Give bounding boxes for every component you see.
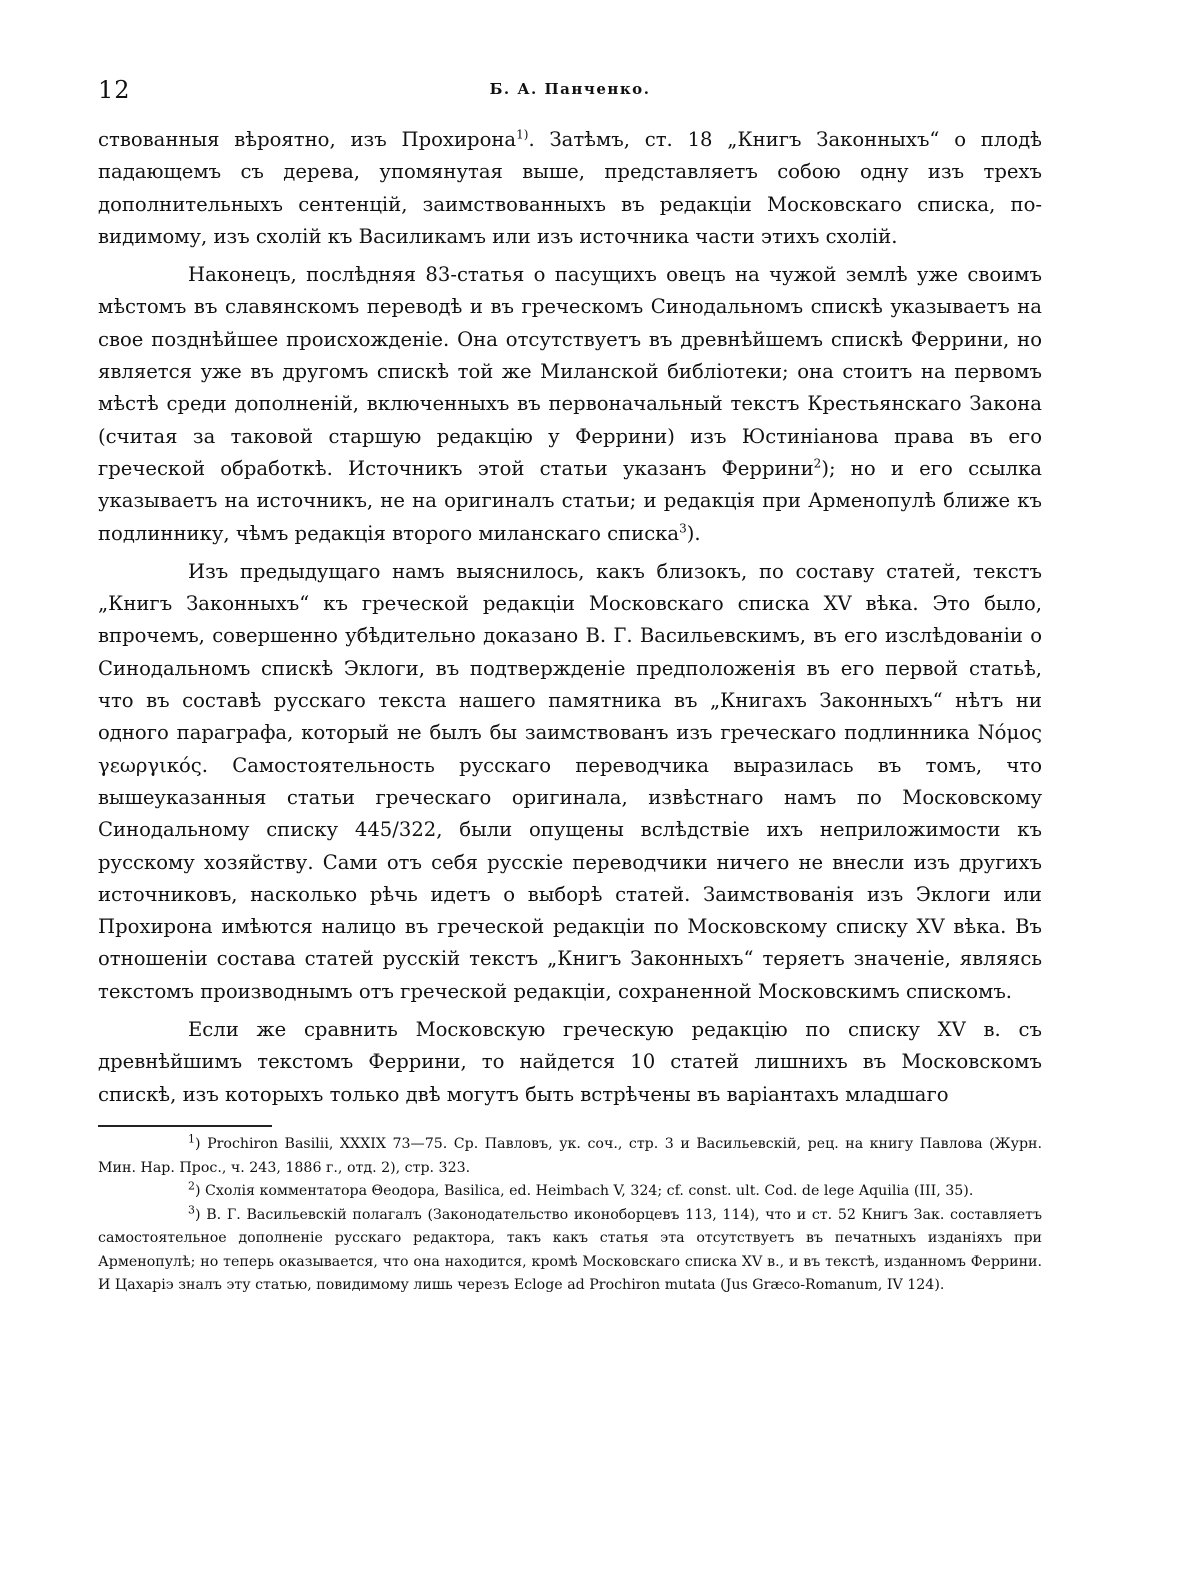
paragraph-1 bbox=[98, 124, 1042, 253]
paragraph-1-text-a: ствованныя вѣроятно, изъ Прохирона bbox=[98, 128, 517, 151]
footnote-1 bbox=[98, 1133, 1042, 1180]
running-head bbox=[98, 60, 1042, 104]
paragraph-1-text-b: . Затѣмъ, ст. 18 „Книгъ Законныхъ“ о плодѣ падающемъ съ дерева, упомянутая выше, представляетъ собою одну изъ трехъ дополнительныхъ сентенцій, заимствованныхъ въ редакціи Московскаго списка, по-видимому, изъ схолій къ Василикамъ или изъ источника части этихъ схолій. bbox=[98, 128, 1042, 248]
footnote-3-mark: 3 bbox=[188, 1202, 195, 1216]
paragraph-4 bbox=[98, 1014, 1042, 1111]
paragraph-2 bbox=[98, 259, 1042, 550]
footnote-2-mark: 2 bbox=[188, 1179, 195, 1193]
footnote-3-text: ) В. Г. Васильевскій полагалъ (Законодательство иконоборцевъ 113, 114), что и ст. 52 Книгъ Зак. составляетъ самостоятельное дополненіе русскаго редактора, такъ какъ статья эта отсутствуетъ въ печатныхъ изданіяхъ при Арменопулѣ; но теперь оказывается, что она находится, кромѣ Московскаго списка XV в., и въ текстѣ, изданномъ Феррини. И Цахаріэ зналъ эту статью, повидимому лишь черезъ Ecloge ad Prochiron mutata (Jus Græco-Romanum, IV 124). bbox=[98, 1206, 1042, 1294]
paragraph-3 bbox=[98, 556, 1042, 1008]
page bbox=[98, 60, 1042, 1560]
footnote-ref-3[interactable]: 3 bbox=[679, 521, 687, 536]
footnote-3 bbox=[98, 1204, 1042, 1298]
footnote-2-text: ) Схолія комментатора Θеодора, Basilica, ed. Heimbach V, 324; cf. const. ult. Cod. de lege Aquilia (III, 35). bbox=[195, 1183, 974, 1200]
body-text bbox=[98, 124, 1042, 1111]
footnote-1-mark: 1 bbox=[188, 1132, 195, 1146]
paragraph-4-text: Если же сравнить Московскую греческую редакцію по списку XV в. съ древнѣйшимъ текстомъ Феррини, то найдется 10 статей лишнихъ въ Московскомъ спискѣ, изъ которыхъ только двѣ могутъ быть встрѣчены въ варіантахъ младшаго bbox=[98, 1018, 1042, 1106]
footnote-2 bbox=[98, 1180, 1042, 1204]
footnote-ref-2[interactable]: 2 bbox=[813, 456, 822, 471]
paragraph-2-text-b: ); но и его ссылка указываетъ на источникъ, не на оригиналъ статьи; и редакція при Арменопулѣ ближе къ подлиннику, чѣмъ редакція второго миланскаго списка bbox=[98, 456, 1042, 545]
footnote-divider bbox=[98, 1125, 272, 1127]
footnote-ref-1[interactable]: 1) bbox=[516, 127, 529, 142]
footnote-1-text: ) Prochiron Basilii, XXXIX 73—75. Ср. Павловъ, ук. соч., стр. 3 и Васильевскій, рец. на книгу Павлова (Журн. Мин. Нар. Прос., ч. 243, 1886 г., отд. 2), стр. 323. bbox=[98, 1135, 1042, 1176]
running-head-author: Б. А. Панченко. bbox=[489, 80, 651, 98]
paragraph-2-text-a: Наконецъ, послѣдняя 83-статья о пасущихъ овецъ на чужой землѣ уже своимъ мѣстомъ въ славянскомъ переводѣ и въ греческомъ Синодальномъ спискѣ указываетъ на свое позднѣйшее происхожденіе. Она отсутствуетъ въ древнѣйшемъ спискѣ Феррини, но является уже въ другомъ спискѣ той же Миланской библіотеки; она стоитъ на первомъ мѣстѣ среди дополненій, включенныхъ въ первоначальный текстъ Крестьянскаго Закона (считая за таковой старшую редакцію у Феррини) изъ Юстиніанова права въ его греческой обработкѣ. Источникъ этой статьи указанъ Феррини bbox=[98, 263, 1042, 480]
paragraph-2-text-c: ). bbox=[686, 521, 701, 545]
footnotes bbox=[98, 1133, 1042, 1298]
paragraph-3-text: Изъ предыдущаго намъ выяснилось, какъ близокъ, по составу статей, текстъ „Книгъ Законныхъ“ къ греческой редакціи Московскаго списка XV вѣка. Это было, впрочемъ, совершенно убѣдительно доказано В. Г. Васильевскимъ, въ его изслѣдованіи о Синодальномъ спискѣ Эклоги, въ подтвержденіе предположенія въ его первой статьѣ, что въ составѣ русскаго текста нашего памятника въ „Книгахъ Законныхъ“ нѣтъ ни одного параграфа, который не былъ бы заимствованъ изъ греческаго подлинника Νόμος γεωργικός. Самостоятельность русскаго переводчика выразилась въ томъ, что вышеуказанныя статьи греческаго оригинала, извѣстнаго намъ по Московскому Синодальному списку 445/322, были опущены вслѣдствіе ихъ неприложимости къ русскому хозяйству. Сами отъ себя русскіе переводчики ничего не внесли изъ другихъ источниковъ, насколько рѣчь идетъ о выборѣ статей. Заимствованія изъ Эклоги или Прохирона имѣются налицо въ греческой редакціи по Московскому списку XV вѣка. Въ отношеніи состава статей русскій текстъ „Книгъ Законныхъ“ теряетъ значеніе, являясь текстомъ производнымъ отъ греческой редакціи, сохраненной Московскимъ спискомъ. bbox=[98, 559, 1042, 1003]
page-number: 12 bbox=[98, 76, 131, 104]
